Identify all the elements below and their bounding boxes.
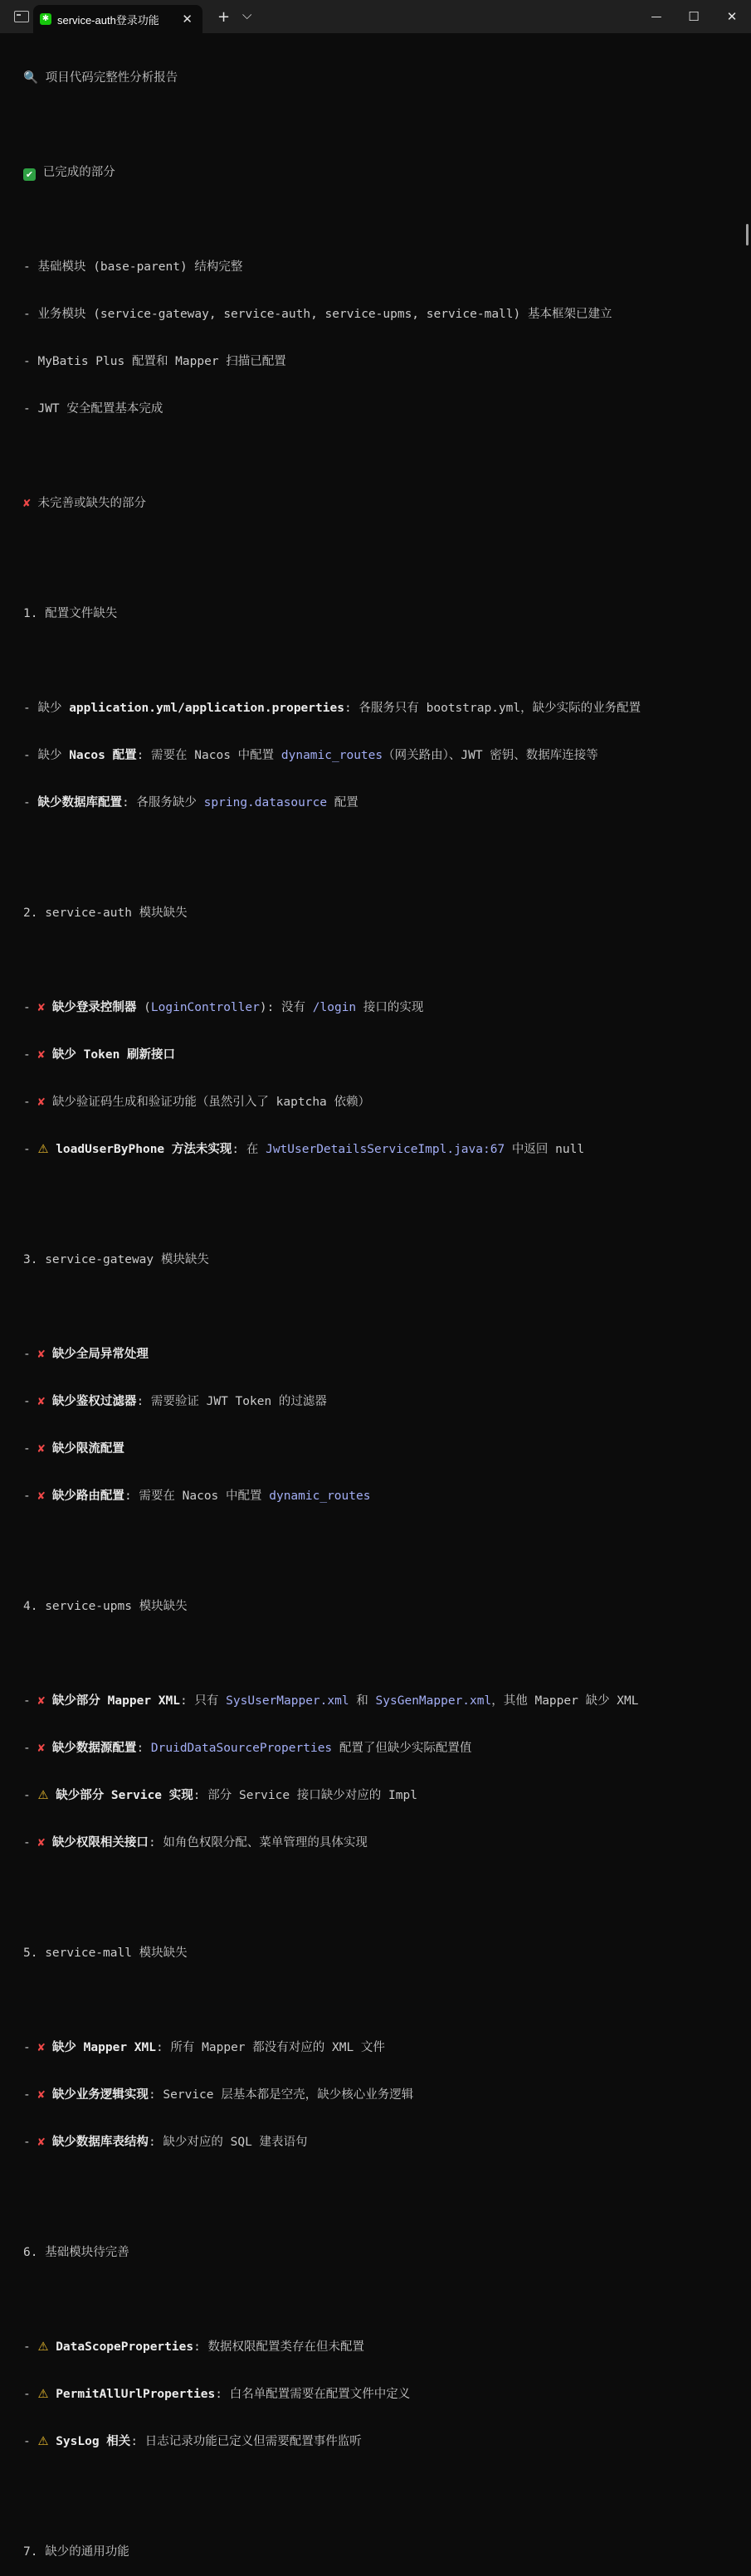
section-heading: 4. service-upms 模块缺失: [23, 1600, 188, 1613]
report-title-line: [23, 70, 737, 86]
cross-icon: ✘: [37, 1694, 46, 1708]
text-segment: : 需要在 Nacos 中配置: [136, 749, 281, 762]
tab-close-icon[interactable]: ✕: [182, 12, 193, 27]
cross-icon: ✘: [37, 2088, 46, 2102]
list-item: - ✘ 缺少路由配置: 需要在 Nacos 中配置 dynamic_routes: [23, 1490, 371, 1503]
list-item: [23, 701, 737, 717]
text-segment: 缺少验证码生成和验证功能（虽然引入了 kaptcha 依赖）: [51, 1096, 371, 1109]
cross-icon: ✘: [37, 1836, 46, 1849]
list-item: - ✘ 缺少限流配置: [23, 1442, 124, 1456]
text-segment: dynamic_routes: [269, 1490, 371, 1503]
report-title: 项目代码完整性分析报告: [45, 71, 178, 85]
text-segment: : 只有: [179, 1694, 227, 1708]
cross-icon: ✘: [37, 2136, 46, 2149]
list-item: [23, 795, 737, 811]
text-segment: 缺少数据源配置: [51, 1742, 137, 1755]
terminal-output: [23, 39, 737, 2576]
text-segment: （网关路由）、JWT 密钥、数据库连接等: [383, 749, 598, 762]
text-segment: 缺少路由配置: [51, 1490, 124, 1503]
new-tab-button[interactable]: +: [217, 8, 231, 26]
text-segment: loadUserByPhone 方法未实现: [56, 1143, 232, 1156]
cross-icon: ✘: [37, 1001, 46, 1014]
list-item: - 业务模块 (service-gateway, service-auth, service-upms, service-mall) 基本框架已建立: [23, 308, 612, 321]
warning-icon: ⚠: [37, 1789, 49, 1802]
text-segment: - 缺少: [23, 702, 70, 715]
list-item: - ⚠ 缺少部分 Service 实现: 部分 Service 接口缺少对应的 Impl: [23, 1789, 417, 1802]
done-heading: 已完成的部分: [42, 166, 115, 179]
text-segment: Nacos 配置: [69, 749, 137, 762]
text-segment: : 需要在 Nacos 中配置: [124, 1490, 270, 1503]
missing-heading-line: [23, 496, 737, 512]
text-segment: - 缺少: [23, 749, 70, 762]
text-segment: /login: [312, 1001, 357, 1014]
text-segment: -: [23, 796, 38, 809]
check-icon: ✔: [23, 168, 36, 181]
section-heading: 5. service-mall 模块缺失: [23, 1947, 188, 1960]
close-window-button[interactable]: ✕: [726, 9, 738, 24]
warning-icon: ⚠: [37, 1143, 49, 1156]
minimize-button[interactable]: —: [651, 10, 662, 23]
list-item: - ⚠ PermitAllUrlProperties: 白名单配置需要在配置文件中定义: [23, 2388, 411, 2401]
text-segment: 和: [349, 1694, 376, 1708]
cross-icon: ✘: [37, 1048, 46, 1062]
text-segment: SysGenMapper.xml: [375, 1694, 492, 1708]
text-segment: spring.datasource: [203, 796, 328, 809]
text-segment: : 缺少对应的 SQL 建表语句: [148, 2136, 308, 2149]
warning-icon: ⚠: [37, 2340, 49, 2354]
text-segment: 缺少数据库配置: [37, 796, 122, 809]
list-item: - 基础模块 (base-parent) 结构完整: [23, 260, 243, 274]
cross-icon: ✘: [37, 1348, 46, 1361]
scrollbar-thumb[interactable]: [746, 224, 749, 245]
list-item: - ✘ 缺少全局异常处理: [23, 1348, 149, 1361]
cross-icon: ✘: [37, 1395, 46, 1408]
text-segment: 缺少登录控制器: [51, 1001, 137, 1014]
text-segment: 缺少鉴权过滤器: [51, 1395, 137, 1408]
list-item: - ✘ 缺少 Mapper XML: 所有 Mapper 都没有对应的 XML 文件: [23, 2041, 385, 2054]
list-item: - ✘ 缺少业务逻辑实现: Service 层基本都是空壳，缺少核心业务逻辑: [23, 2088, 414, 2102]
text-segment: 缺少业务逻辑实现: [51, 2088, 149, 2102]
text-segment: ): 没有: [259, 1001, 313, 1014]
text-segment: SysUserMapper.xml: [226, 1694, 349, 1708]
section-heading: 6. 基础模块待完善: [23, 2246, 129, 2259]
text-segment: DruidDataSourceProperties: [150, 1742, 333, 1755]
text-segment: : 所有 Mapper 都没有对应的 XML 文件: [155, 2041, 385, 2054]
tab-title: service-auth登录功能: [57, 13, 159, 27]
cross-icon: ✘: [23, 497, 31, 510]
text-segment: : 数据权限配置类存在但未配置: [193, 2340, 365, 2354]
section-heading: 2. service-auth 模块缺失: [23, 906, 188, 920]
text-segment: : 需要验证 JWT Token 的过滤器: [136, 1395, 327, 1408]
list-item: [23, 748, 737, 764]
missing-heading: 未完善或缺失的部分: [37, 497, 146, 510]
text-segment: : 日志记录功能已定义但需要配置事件监听: [130, 2435, 362, 2448]
tab-app-icon: ✱: [40, 13, 51, 25]
tab-service-auth[interactable]: [33, 5, 202, 33]
text-segment: : 部分 Service 接口缺少对应的 Impl: [193, 1789, 417, 1802]
section-heading: 3. service-gateway 模块缺失: [23, 1253, 209, 1266]
text-segment: : 各服务只有 bootstrap.yml，缺少实际的业务配置: [344, 702, 641, 715]
title-bar: [0, 0, 751, 33]
list-item: - ⚠ DataScopeProperties: 数据权限配置类存在但未配置: [23, 2340, 365, 2354]
text-segment: application.yml/application.properties: [69, 702, 344, 715]
list-item: - ✘ 缺少 Token 刷新接口: [23, 1048, 176, 1062]
list-item: - JWT 安全配置基本完成: [23, 402, 163, 416]
text-segment: LoginController: [150, 1001, 260, 1014]
tab-dropdown-button[interactable]: ⌵: [242, 7, 252, 22]
text-segment: dynamic_routes: [280, 749, 383, 762]
cross-icon: ✘: [37, 1742, 46, 1755]
text-segment: 缺少 Mapper XML: [51, 2041, 156, 2054]
text-segment: DataScopeProperties: [56, 2340, 194, 2354]
text-segment: 接口的实现: [356, 1001, 424, 1014]
section-heading: 7. 缺少的通用功能: [23, 2545, 129, 2559]
cross-icon: ✘: [37, 1096, 46, 1109]
maximize-button[interactable]: ☐: [688, 9, 700, 24]
text-segment: (: [136, 1001, 151, 1014]
text-segment: : Service 层基本都是空壳，缺少核心业务逻辑: [148, 2088, 414, 2102]
list-item: - ✘ 缺少权限相关接口: 如角色权限分配、菜单管理的具体实现: [23, 1836, 368, 1849]
terminal-icon[interactable]: [14, 11, 29, 22]
text-segment: : 白名单配置需要在配置文件中定义: [215, 2388, 411, 2401]
text-segment: 中返回 null: [505, 1143, 585, 1156]
list-item: - MyBatis Plus 配置和 Mapper 扫描已配置: [23, 355, 286, 368]
list-item: - ✘ 缺少验证码生成和验证功能（虽然引入了 kaptcha 依赖）: [23, 1096, 371, 1109]
list-item: - ✘ 缺少鉴权过滤器: 需要验证 JWT Token 的过滤器: [23, 1395, 327, 1408]
section-heading: 1. 配置文件缺失: [23, 607, 118, 620]
text-segment: 缺少全局异常处理: [51, 1348, 149, 1361]
text-segment: : 如角色权限分配、菜单管理的具体实现: [148, 1836, 368, 1849]
text-segment: 缺少权限相关接口: [51, 1836, 149, 1849]
text-segment: :: [136, 1742, 151, 1755]
text-segment: : 在: [232, 1143, 266, 1156]
warning-icon: ⚠: [37, 2435, 49, 2448]
done-heading-line: [23, 165, 737, 181]
list-item: - ⚠ SysLog 相关: 日志记录功能已定义但需要配置事件监听: [23, 2435, 362, 2448]
text-segment: 配置了但缺少实际配置值: [332, 1742, 472, 1755]
list-item: - ✘ 缺少登录控制器 (LoginController): 没有 /login 接口的实现: [23, 1001, 424, 1014]
cross-icon: ✘: [37, 1490, 46, 1503]
text-segment: JwtUserDetailsServiceImpl.java:67: [266, 1143, 505, 1156]
warning-icon: ⚠: [37, 2388, 49, 2401]
cross-icon: ✘: [37, 2041, 46, 2054]
magnifier-icon: 🔍: [23, 71, 39, 85]
text-segment: 缺少部分 Mapper XML: [51, 1694, 180, 1708]
text-segment: PermitAllUrlProperties: [56, 2388, 216, 2401]
cross-icon: ✘: [37, 1442, 46, 1456]
list-item: - ⚠ loadUserByPhone 方法未实现: 在 JwtUserDetailsServiceImpl.java:67 中返回 null: [23, 1143, 585, 1156]
text-segment: SysLog 相关: [56, 2435, 131, 2448]
text-segment: 配置: [327, 796, 358, 809]
list-item: - ✘ 缺少数据库表结构: 缺少对应的 SQL 建表语句: [23, 2136, 308, 2149]
text-segment: : 各服务缺少: [121, 796, 204, 809]
text-segment: 缺少部分 Service 实现: [56, 1789, 193, 1802]
text-segment: 缺少限流配置: [51, 1442, 124, 1456]
text-segment: 缺少 Token 刷新接口: [51, 1048, 176, 1062]
text-segment: 缺少数据库表结构: [51, 2136, 149, 2149]
list-item: - ✘ 缺少数据源配置: DruidDataSourceProperties 配置了但缺少实际配置值: [23, 1742, 472, 1755]
list-item: - ✘ 缺少部分 Mapper XML: 只有 SysUserMapper.xml 和 SysGenMapper.xml，其他 Mapper 缺少 XML: [23, 1694, 639, 1708]
text-segment: ，其他 Mapper 缺少 XML: [491, 1694, 639, 1708]
